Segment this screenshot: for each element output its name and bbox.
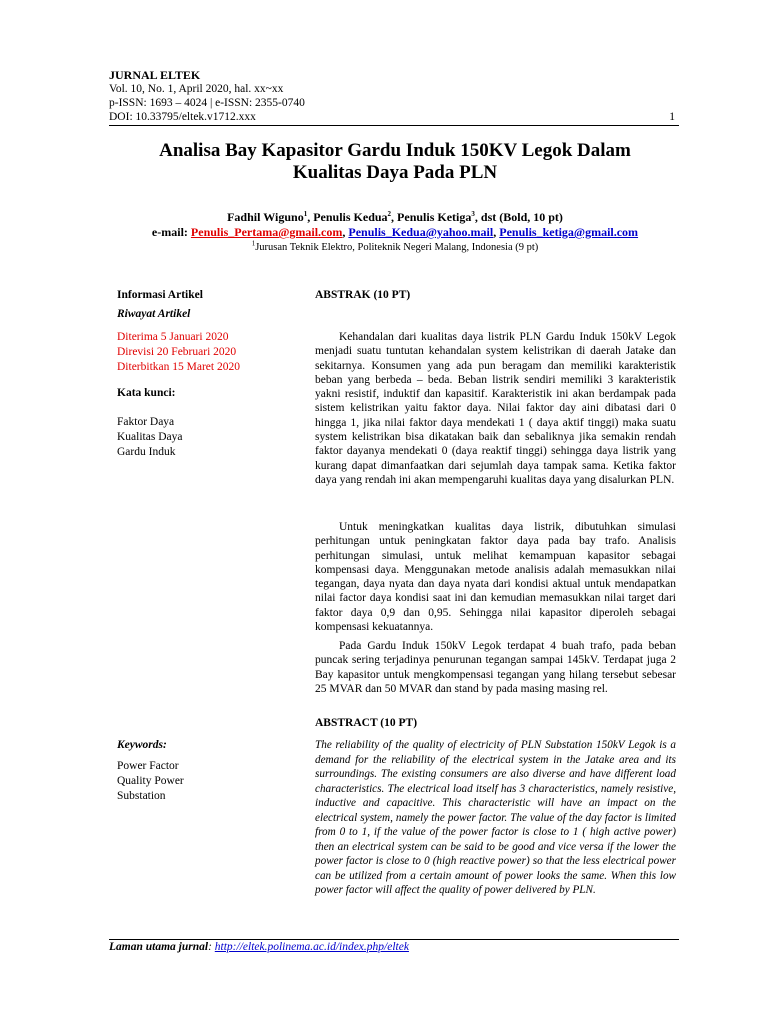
affiliation: [100, 241, 690, 254]
journal-name: JURNAL ELTEK: [109, 68, 201, 82]
footer: [109, 941, 409, 953]
paper-title-line1: Analisa Bay Kapasitor Gardu Induk 150KV Legok Dalam: [159, 140, 631, 161]
kata-kunci-item: Kualitas Daya: [117, 431, 183, 443]
affiliation-text: Jurusan Teknik Elektro, Politeknik Negeri Malang, Indonesia (9 pt): [255, 242, 539, 253]
footer-colon: :: [208, 941, 215, 953]
history-heading: Riwayat Artikel: [117, 308, 191, 320]
footer-divider: [109, 939, 679, 940]
journal-homepage-link[interactable]: http://eltek.polinema.ac.id/index.php/eltek: [214, 941, 409, 953]
article-info-heading: Informasi Artikel: [117, 289, 203, 301]
journal-header: [109, 68, 679, 124]
author-3: , Penulis Ketiga: [391, 210, 472, 224]
keyword-item: Substation: [117, 790, 166, 802]
affiliation-sup: 1: [251, 239, 256, 248]
email-sep-1: ,: [342, 225, 349, 239]
footer-label: Laman utama jurnal: [109, 941, 209, 953]
author-list: [100, 210, 690, 225]
date-published: Diterbitkan 15 Maret 2020: [117, 361, 240, 373]
abstrak-paragraph-3: Pada Gardu Induk 150kV Legok terdapat 4 buah trafo, pada beban puncak sering terjadinya penurunan tegangan sampai 145kV. Terdapat juga 2 Bay kapasitor untuk mengkompensasi tegangan yang hilang tersebut sebesar 25 MVAR dan 50 MVAR dan stand by pada masing masing rel.: [315, 640, 676, 695]
author-1: Fadhil Wiguno: [227, 210, 304, 224]
abstract-paragraph: The reliability of the quality of electricity of PLN Substation 150kV Legok is a demand for the reliability of the electrical system in the Jatake area and its surroundings. The existing consumers are also diverse and have different load characteristics. The electrical load itself has 3 characteristics, namely resistive, inductive and capacitive. This characteristic will have an impact on the electrical system, namely the power factor. The value of the day factor is limited from 0 to 1, if the value of the power factor is close to 1 ( high active power) then an electrical system can be said to be good and vice versa if the lower the power factor is close to 0 (high reactive power) so that the less electrical power can be utilized from a certain amount of power looks the same. When this low power factor will affect the quality of power delivered by PLN.: [315, 739, 676, 896]
journal-issn: p-ISSN: 1693 – 4024 | e-ISSN: 2355-0740: [109, 97, 305, 109]
kata-kunci-item: Gardu Induk: [117, 446, 176, 458]
paper-title: [100, 140, 690, 184]
email-line: [100, 225, 690, 240]
abstract-heading: ABSTRACT (10 PT): [315, 717, 418, 729]
email-link-3[interactable]: Penulis_ketiga@gmail.com: [499, 225, 639, 239]
keyword-item: Power Factor: [117, 760, 179, 772]
date-received: Diterima 5 Januari 2020: [117, 331, 229, 343]
abstrak-heading: ABSTRAK (10 PT): [315, 289, 411, 301]
author-tail: , dst (Bold, 10 pt): [474, 210, 563, 224]
email-link-1[interactable]: Penulis_Pertama@gmail.com: [190, 225, 343, 239]
author-2-sup: 2: [387, 210, 392, 218]
abstrak-paragraph-1: Kehandalan dari kualitas daya listrik PLN Gardu Induk 150kV Legok menjadi suatu tuntutan kehandalan system kelistrikan di daerah Jatake dan sekitarnya. Konsumen yang ada pun beragam dan memiliki karakteristik beban yang berbeda – beda. Beban listrik sendiri memiliki 3 karakteristik yakni resistif, induktif dan kapasitif. Karakteristik ini akan berdampak pada sistem kelistrikan yaitu faktor daya. Nilai faktor day aini dibatasi dari 0 hingga 1, jika nilai faktor daya mendekati 1 ( daya aktif tinggi) maka suatu system kelistrikan bisa dikatakan baik dan sebaliknya jika semakin rendah faktor dayanya mendekati 0 (daya reaktif tinggi) sehingga daya listrik yang kurang dapat dimanfaatkan dari sejumlah daya tampak sama. Ketika faktor daya yang rendah ini akan mempengaruhi kualitas daya yang disalurkan PLN.: [315, 331, 676, 486]
kata-kunci-heading: Kata kunci:: [117, 387, 176, 399]
author-3-sup: 3: [471, 210, 475, 218]
paper-title-line2: Kualitas Daya Pada PLN: [292, 162, 498, 183]
kata-kunci-item: Faktor Daya: [117, 416, 175, 428]
email-label: e-mail:: [151, 225, 191, 239]
author-2: , Penulis Kedua: [307, 210, 388, 224]
journal-volume: Vol. 10, No. 1, April 2020, hal. xx~xx: [109, 83, 284, 95]
journal-doi: DOI: 10.33795/eltek.v1712.xxx: [109, 111, 256, 123]
header-divider: [109, 125, 679, 126]
abstrak-paragraph-2: Untuk meningkatkan kualitas daya listrik, dibutuhkan simulasi perhitungan untuk peningkatan faktor daya pada bay trafo. Analisis perhitungan simulasi, untuk melihat kemampuan kapasitor sebagai kompensasi daya. Menggunakan metode analisis adalah memasukkan nilai tegangan, daya nyata dan daya nyata dari kondisi aktual untuk mendapatkan nilai factor daya kondisi saat ini dan kemudian memasukkan nilai target dari faktor daya 0,9 dan 0,95. Sehingga nilai kapasitor diperoleh sebagai kompensasi kekuatannya.: [315, 521, 676, 634]
email-link-2[interactable]: Penulis_Kedua@yahoo.mail: [348, 225, 494, 239]
page-number: 1: [669, 111, 675, 123]
keywords-heading: Keywords:: [117, 739, 167, 751]
date-revised: Direvisi 20 Februari 2020: [117, 346, 237, 358]
email-sep-2: ,: [493, 225, 500, 239]
author-1-sup: 1: [303, 210, 308, 218]
keyword-item: Quality Power: [117, 775, 184, 787]
